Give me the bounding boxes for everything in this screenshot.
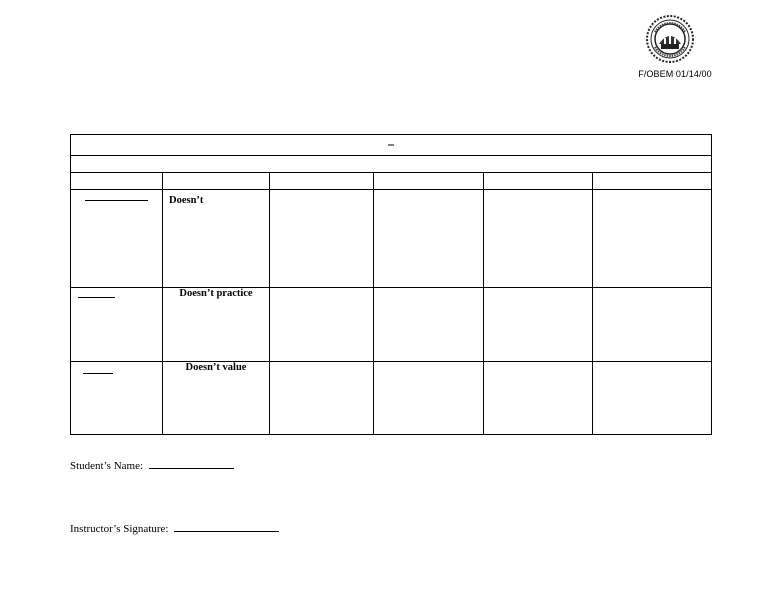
rubric-cell [374,288,484,362]
rubric-cell [593,288,712,362]
rubric-cell [484,190,593,288]
title-dash [388,145,394,146]
criterion-underline [83,373,113,374]
rubric-cell [374,362,484,435]
student-name-input[interactable] [149,459,234,469]
rubric-subtitle-cell [71,156,712,173]
rubric-cell [593,362,712,435]
rubric-cell [374,190,484,288]
criterion-cell [71,190,163,288]
instructor-signature-field [70,522,279,535]
level-label: Doesn’t [169,195,204,206]
student-name-label: Student’s Name: [70,460,144,472]
rubric-title-cell [71,135,712,156]
table-row [71,362,712,435]
rubric-table [70,134,712,435]
rubric-subtitle-row [71,156,712,173]
instructor-signature-input[interactable] [174,522,279,532]
level-label: Doesn’t practice [179,288,253,299]
level-label: Doesn’t value [185,362,247,373]
level-cell [163,288,270,362]
form-code: F/OBEM 01/14/00 [638,69,712,79]
instructor-signature-label: Instructor’s Signature: [70,523,169,535]
column-header [374,173,484,190]
student-name-field [70,459,234,472]
rubric-title-row [71,135,712,156]
column-header [593,173,712,190]
rubric-cell [270,190,374,288]
level-cell [163,362,270,435]
table-row [71,288,712,362]
criterion-underline [85,200,148,201]
column-header [71,173,163,190]
column-header [484,173,593,190]
rubric-cell [593,190,712,288]
rubric-header-row [71,173,712,190]
column-header [270,173,374,190]
criterion-cell [71,288,163,362]
criterion-cell [71,362,163,435]
rubric-cell [484,362,593,435]
rubric-cell [484,288,593,362]
criterion-underline [78,297,115,298]
level-cell [163,190,270,288]
table-row [71,190,712,288]
university-seal-icon [645,14,695,64]
rubric-cell [270,362,374,435]
rubric-cell [270,288,374,362]
column-header [163,173,270,190]
